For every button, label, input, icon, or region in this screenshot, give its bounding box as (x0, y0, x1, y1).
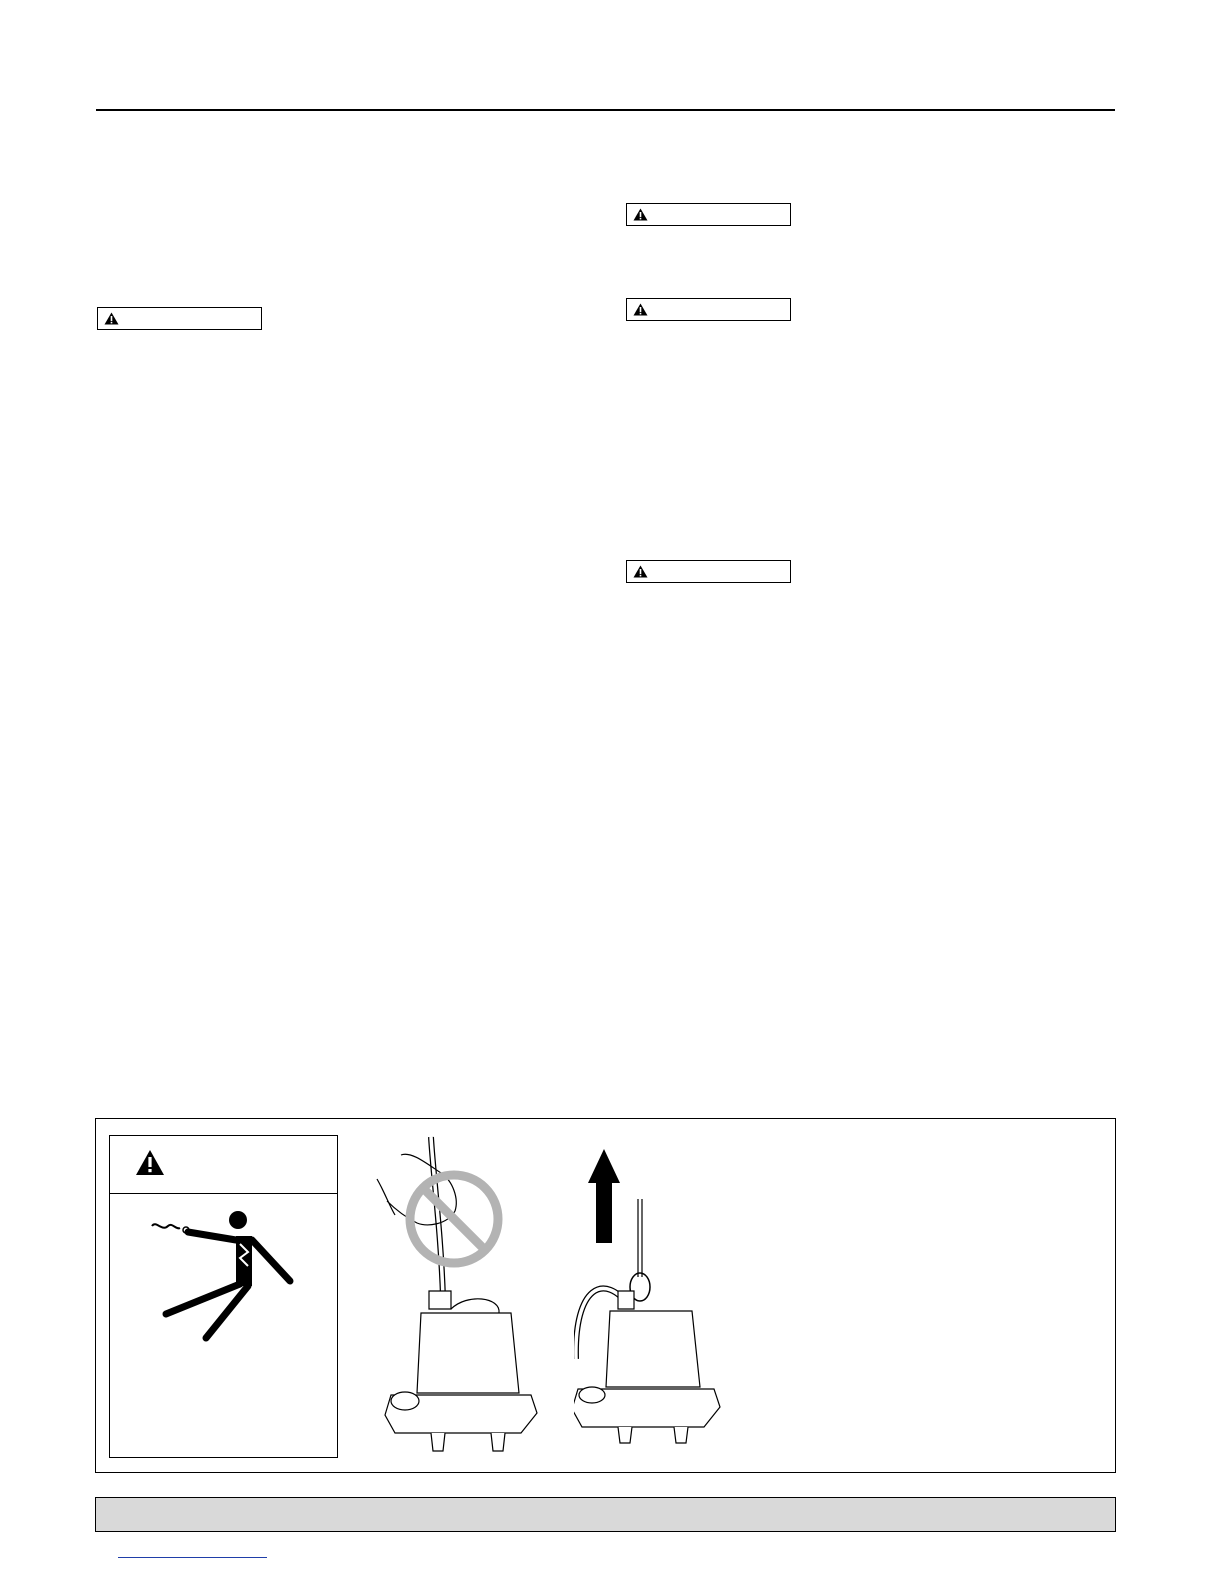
footer-bar (95, 1497, 1116, 1532)
warning-signal-box (97, 307, 262, 330)
hazard-label (109, 1135, 338, 1458)
header-rule (96, 109, 1115, 111)
warning-triangle-icon (633, 565, 648, 578)
up-arrow-icon (588, 1149, 620, 1243)
warning-triangle-icon (135, 1149, 165, 1176)
warning-triangle-icon (633, 208, 648, 221)
warning-signal-box (626, 298, 791, 321)
pump-lifted-by-handle-illustration (574, 1147, 724, 1452)
warning-signal-box (626, 203, 791, 226)
footer-link-underline[interactable] (118, 1557, 267, 1558)
pump-lifted-by-cord-illustration (371, 1133, 541, 1458)
figure-panel (95, 1118, 1116, 1473)
warning-signal-box (626, 560, 791, 583)
warning-triangle-icon (104, 312, 119, 325)
warning-triangle-icon (633, 303, 648, 316)
electric-shock-person-icon (140, 1206, 310, 1346)
hazard-label-header (110, 1136, 337, 1194)
